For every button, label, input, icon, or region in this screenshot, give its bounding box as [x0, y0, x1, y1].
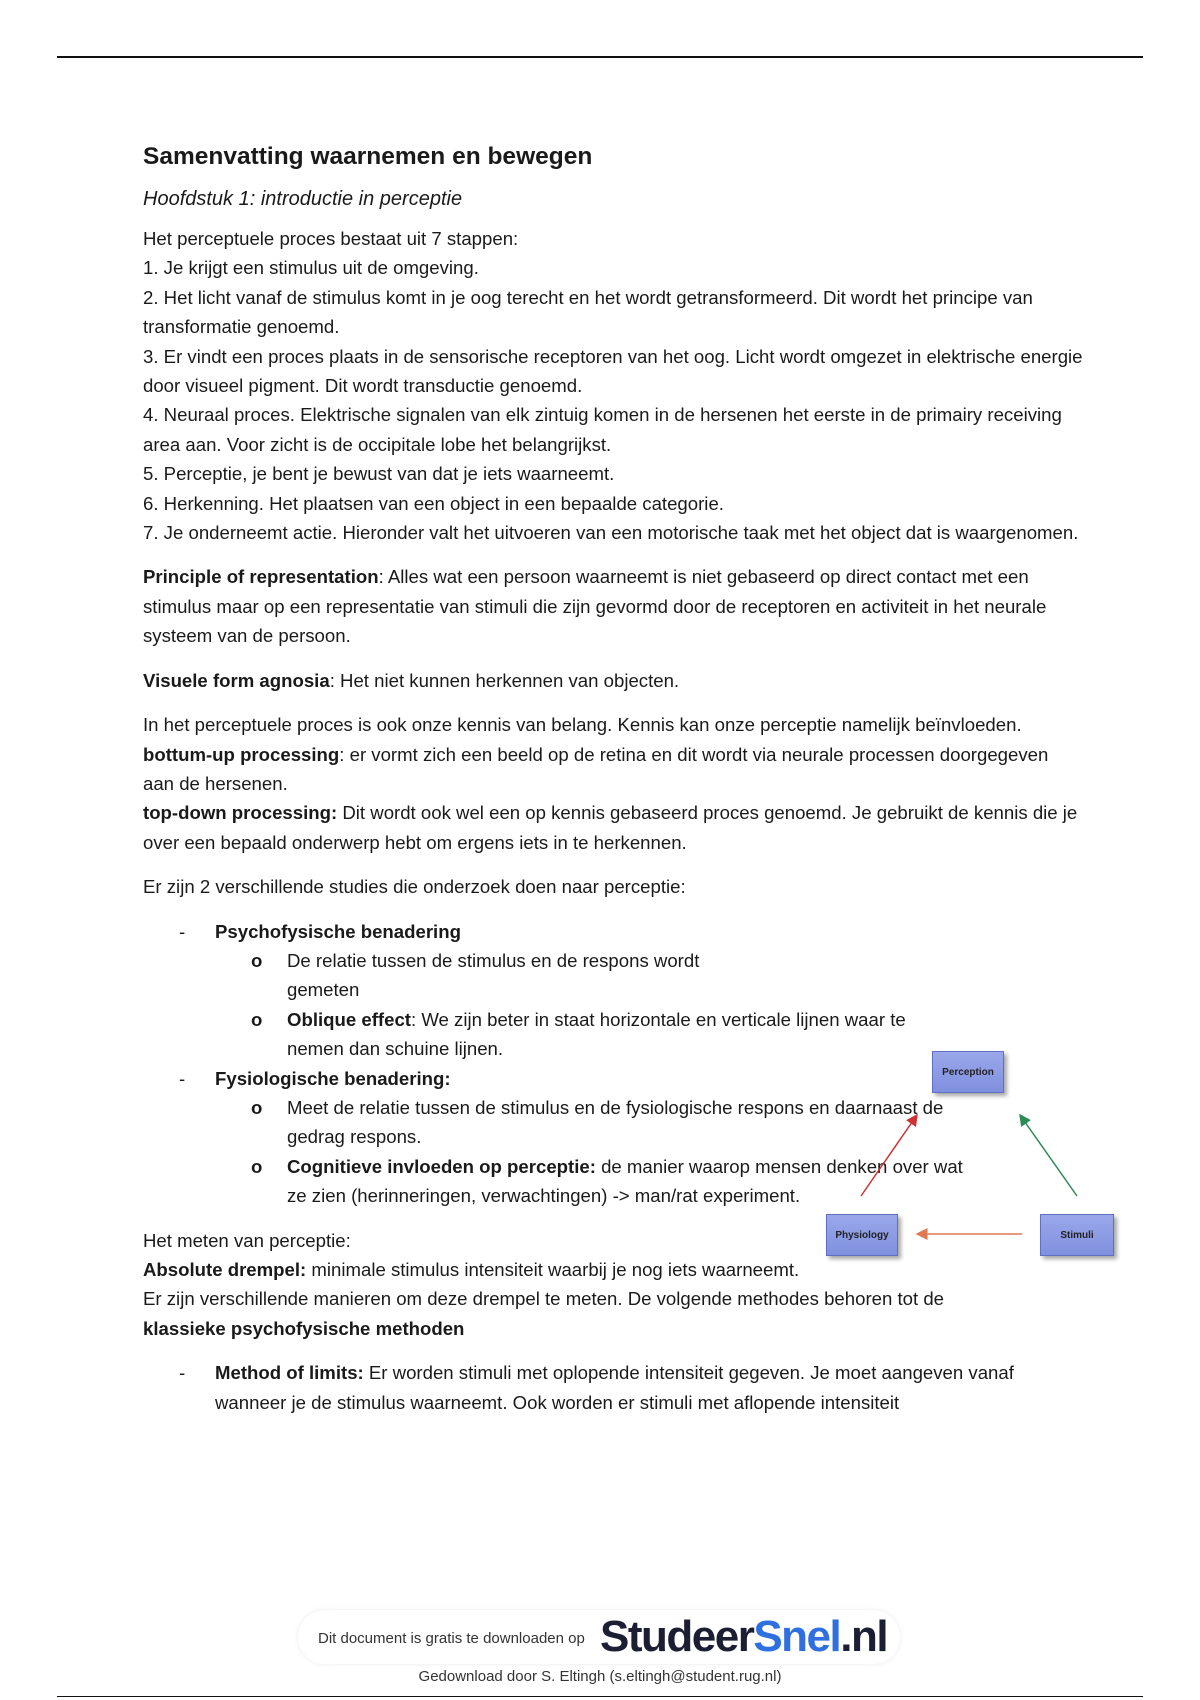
limits-text: Er worden stimuli met oplopende intensiteit gegeven. Je moet aangeven vanaf wanneer je de stimulus waarneemt. Ook worden er stimuli met aflopende intensiteit	[215, 1362, 1014, 1413]
chapter-heading: Hoofdstuk 1: introductie in perceptie	[143, 188, 463, 210]
fysio-item: Meet de relatie tussen de stimulus en de fysiologische respons en daarnaast de gedrag respons.	[287, 1096, 944, 1148]
oblique-term: Oblique effect	[287, 1008, 411, 1030]
footer-free-text: Dit document is gratis te downloaden op	[318, 1630, 585, 1647]
list-item	[143, 917, 1083, 946]
bottom-up-paragraph	[143, 740, 1083, 799]
top-down-paragraph	[143, 798, 1083, 857]
methods-term: klassieke psychofysische methoden	[143, 1317, 465, 1339]
studies-intro: Er zijn 2 verschillende studies die onderzoek doen naar perceptie:	[143, 876, 686, 898]
top-down-text: Dit wordt ook wel een op kennis gebaseerd proces genoemd. Je gebruikt de kennis die je over een bepaald onderwerp hebt om ergens iets in te herkennen.	[143, 802, 1078, 853]
arrow-physiology-to-perception	[861, 1115, 917, 1196]
perception-node: Perception	[932, 1051, 1004, 1093]
oblique-text: : We zijn beter in staat horizontale en verticale lijnen waar te nemen dan schuine lijnen.	[287, 1008, 906, 1060]
dash-bullet: -	[179, 920, 186, 942]
psycho-item: De relatie tussen de stimulus en de respons wordt gemeten	[287, 949, 700, 1001]
methods-intro: Er zijn verschillende manieren om deze drempel te meten. De volgende methodes behoren tot de	[143, 1288, 945, 1310]
step-item: 6. Herkenning. Het plaatsen van een object in een bepaalde categorie.	[143, 492, 724, 514]
threshold-text: minimale stimulus intensiteit waarbij je nog iets waarneemt.	[306, 1259, 800, 1280]
agnosia-paragraph	[143, 666, 1083, 695]
list-item	[143, 946, 707, 1005]
perception-diagram	[815, 1040, 1135, 1270]
list-item	[143, 1005, 907, 1064]
limits-term: Method of limits:	[215, 1362, 364, 1384]
document-title: Samenvatting waarnemen en bewegen	[143, 143, 593, 170]
methods-term-line	[143, 1314, 1083, 1343]
studeersnel-logo[interactable]	[600, 1612, 887, 1662]
representation-paragraph	[143, 562, 1083, 650]
stimuli-node: Stimuli	[1040, 1214, 1114, 1256]
top-down-term: top-down processing:	[143, 802, 338, 824]
logo-part-3: .nl	[840, 1612, 888, 1661]
logo-part-2: Snel	[753, 1612, 841, 1661]
step-item: 1. Je krijgt een stimulus uit de omgeving.	[143, 257, 479, 279]
circle-bullet: o	[251, 1096, 263, 1118]
threshold-term: Absolute drempel:	[143, 1259, 307, 1280]
footer	[0, 1610, 1200, 1690]
dash-bullet: -	[179, 1362, 186, 1384]
step-item: 4. Neuraal proces. Elektrische signalen van elk zintuig komen in de hersenen het eerste in de primairy receiving area aan. Voor zicht is de occipitale lobe het belangrijkst.	[143, 404, 1062, 455]
step-item: 5. Perceptie, je bent je bewust van dat je iets waarneemt.	[143, 463, 615, 485]
circle-bullet: o	[251, 1008, 263, 1030]
measuring-heading: Het meten van perceptie:	[143, 1229, 351, 1251]
agnosia-term: Visuele form agnosia	[143, 669, 330, 691]
representation-text: : Alles wat een persoon waarneemt is niet gebaseerd op direct contact met een stimulus maar op een representatie van stimuli die zijn gevormd door de receptoren en activiteit in het neurale systeem van de persoon.	[143, 566, 1047, 647]
steps-intro: Het perceptuele proces bestaat uit 7 stappen:	[143, 228, 519, 249]
arrow-stimuli-to-perception	[1020, 1115, 1077, 1196]
agnosia-text: : Het niet kunnen herkennen van objecten.	[329, 669, 680, 691]
top-rule	[57, 56, 1143, 58]
dash-bullet: -	[179, 1067, 186, 1089]
list-item	[143, 1358, 1083, 1417]
knowledge-paragraph: In het perceptuele proces is ook onze kennis van belang. Kennis kan onze perceptie namelijk beïnvloeden.	[143, 714, 1022, 736]
representation-term: Principle of representation	[143, 566, 379, 588]
downloaded-by: Gedownload door S. Eltingh (s.eltingh@student.rug.nl)	[418, 1668, 782, 1685]
cognitive-text: de manier waarop mensen denken over wat ze zien (herinneringen, verwachtingen) -> man/rat experiment.	[287, 1155, 963, 1207]
step-item: 3. Er vindt een proces plaats in de sensorische receptoren van het oog. Licht wordt omgezet in elektrische energie door visueel pigment. Dit wordt transductie genoemd.	[143, 345, 1083, 397]
bottom-rule	[57, 1696, 1143, 1697]
cognitive-term: Cognitieve invloeden op perceptie:	[287, 1155, 596, 1177]
physiology-node: Physiology	[826, 1214, 898, 1256]
fysio-heading: Fysiologische benadering:	[215, 1067, 451, 1089]
step-item: 2. Het licht vanaf de stimulus komt in je oog terecht en het wordt getransformeerd. Dit wordt het principe van transformatie genoemd.	[143, 286, 1033, 338]
bottom-up-text: : er vormt zich een beeld op de retina en dit wordt via neurale processen doorgegeven aan de hersenen.	[143, 743, 1049, 794]
logo-part-1: Studeer	[600, 1612, 754, 1661]
psycho-heading: Psychofysische benadering	[215, 920, 461, 942]
step-item: 7. Je onderneemt actie. Hieronder valt het uitvoeren van een motorische taak met het object dat is waargenomen.	[143, 522, 1079, 544]
circle-bullet: o	[251, 949, 263, 971]
circle-bullet: o	[251, 1155, 263, 1177]
bottom-up-term: bottum-up processing	[143, 743, 340, 765]
